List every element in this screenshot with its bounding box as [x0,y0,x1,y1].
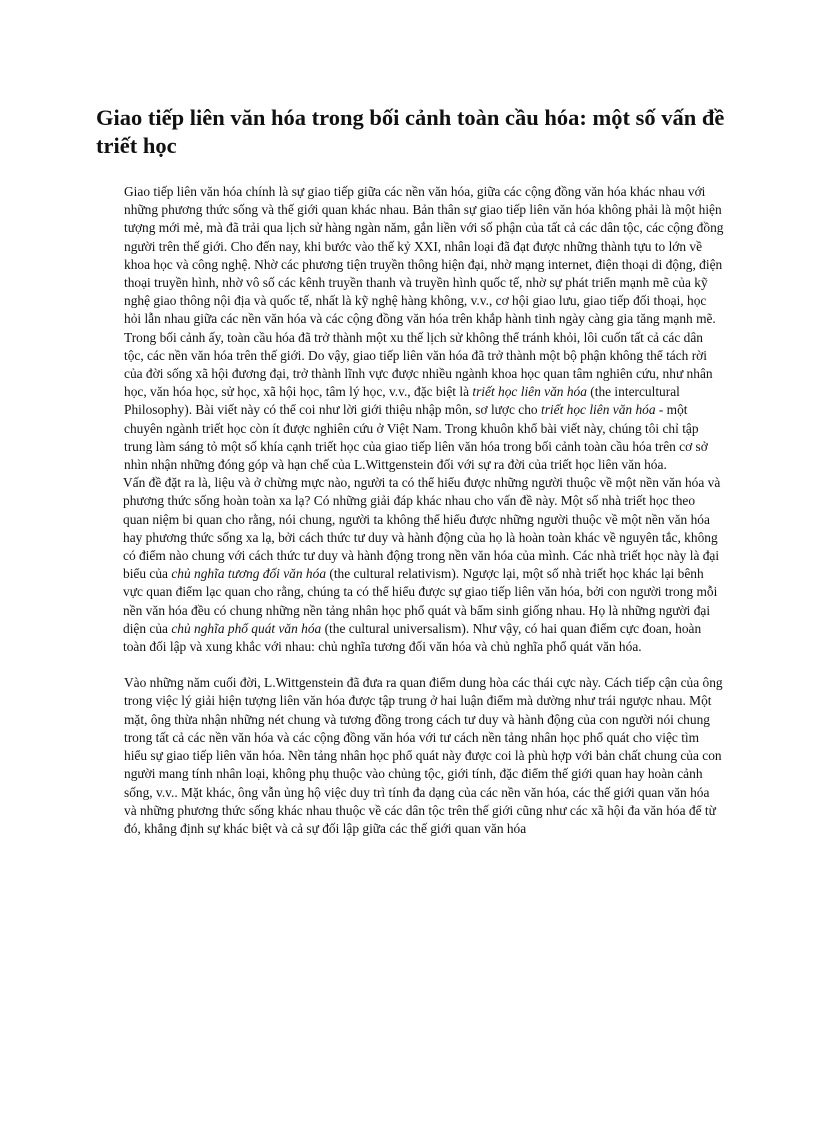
paragraph-2-emphasis-1: chủ nghĩa tương đối văn hóa [171,566,327,582]
paragraph-1-text-a: Giao tiếp liên văn hóa chính là sự giao tiếp giữa các nền văn hóa, giữa các cộng đồng văn hóa khác nhau với những phương thức sống và thế giới quan khác nhau. Bản thân sự giao tiếp liên văn hóa không phải là một hiện tượng mới mẻ, mà đã trải qua lịch sử hàng ngàn năm, gắn liền với số phận của tất cả các dân tộc, các cộng đồng người trên thế giới. Cho đến nay, khi bước vào thế kỷ XXI, nhân loại đã đạt được những thành tựu to lớn về khoa học và công nghệ. Nhờ các phương tiện truyền thông hiện đại, nhờ mạng internet, điện thoại di động, điện thoại truyền hình, nhờ vô số các kênh truyền thanh và truyền hình quốc tế, nhờ sự phát triển mạnh mẽ của kỹ nghệ giao thông nội địa và quốc tế, nhất là kỹ nghệ hàng không, v.v., cơ hội giao lưu, giao tiếp đối thoại, học hỏi lẫn nhau giữa các nền văn hóa và các cộng đồng văn hóa trên khắp hành tinh ngày càng gia tăng mạnh mẽ. Trong bối cảnh ấy, toàn cầu hóa đã trở thành một xu thế lịch sử không thể tránh khỏi, lôi cuốn tất cả các dân tộc, các nền văn hóa trên thế giới. Do vậy, giao tiếp liên văn hóa đã trở thành một bộ phận không thể tách rời của đời sống xã hội đương đại, trở thành lĩnh vực được nhiều ngành khoa học quan tâm nghiên cứu, như nhân học, văn hóa học, sử học, xã hội học, tâm lý học, v.v., đặc biệt là [124,184,724,400]
paragraph-1 [124,183,724,474]
paragraph-1-emphasis-1: triết học liên văn hóa [472,384,587,400]
paragraph-2 [123,474,724,656]
paragraph-2-emphasis-2: chủ nghĩa phổ quát văn hóa [171,620,322,636]
paragraph-2-text-c: (the cultural universalism). Như vậy, có hai quan điểm cực đoan, hoàn toàn đối lập và xung khắc với nhau: chủ nghĩa tương đối văn hóa và chủ nghĩa phổ quát văn hóa. [123,620,702,655]
paragraph-1-emphasis-2: triết học liên văn hóa [540,402,656,418]
paragraph-3: Vào những năm cuối đời, L.Wittgenstein đã đưa ra quan điểm dung hòa các thái cực này. Cách tiếp cận của ông trong việc lý giải hiện tượng liên văn hóa được tập trung ở hai luận điểm mà dường như trái ngược nhau. Một mặt, ông thừa nhận những nét chung và tương đồng trong cách tư duy và hành động của con người nói chung trong tất cả các nền văn hóa và các cộng đồng văn hóa với tư cách nền tảng nhân học phổ quát cho việc tìm hiểu sự giao tiếp liên văn hóa. Nền tảng nhân học phổ quát này được coi là phù hợp với bản chất chung của con người mang tính nhân loại, không phụ thuộc vào chủng tộc, giới tính, đặc điểm thế giới quan hay hoàn cảnh sống, v.v.. Mặt khác, ông vẫn ủng hộ việc duy trì tính đa dạng của các nền văn hóa, các thế giới quan văn hóa và những phương thức sống khác nhau thuộc về các dân tộc trên thế giới cũng như các xã hội đa văn hóa để từ đó, khẳng định sự khác biệt và cả sự đối lập giữa các thế giới quan văn hóa [124,675,723,836]
paragraph-2-text-b: (the cultural relativism). Ngược lại, một số nhà triết học khác lại bênh vực quan điểm lạc quan cho rằng, chúng ta có thể hiểu được sự giao tiếp liên văn hóa, bởi con người trong mỗi nền văn hóa đều có chung những nền tảng nhân học phổ quát và bẩm sinh giống nhau. Họ là những người đại diện của [123,566,718,636]
paragraph-1-text-c: - một chuyên ngành triết học còn ít được nghiên cứu ở Việt Nam. Trong khuôn khổ bài viết này, chúng tôi chỉ tập trung làm sáng tỏ một số khía cạnh triết học của giao tiếp liên văn hóa trong bối cảnh toàn cầu hóa trên cơ sở nhìn nhận những đóng góp và hạn chế của L.Wittgenstein đối với sự ra đời của triết học liên văn hóa. [124,402,708,473]
paragraph-2-text-a: Vấn đề đặt ra là, liệu và ở chừng mực nào, người ta có thể hiểu được những người thuộc về một nền văn hóa và phương thức sống hoàn toàn xa lạ? Có những giải đáp khác nhau cho vấn đề này. Một số nhà triết học theo quan niệm bi quan cho rằng, nói chung, người ta không thể hiểu được những người thuộc về một nền văn hóa hay phương thức sống xa lạ, bởi cách thức tư duy và hành động của họ là hoàn toàn khác về nguyên tắc, không có điểm nào chung với cách thức tư duy và hành động trong nền văn hóa của mình. Các nhà triết học này là đại biểu của [123,475,721,582]
document-title: Giao tiếp liên văn hóa trong bối cảnh toàn cầu hóa: một số vấn đề triết học [96,105,725,158]
paragraph-1-text-b: (the intercultural Philosophy). Bài viết này có thể coi như lời giới thiệu nhập môn, sơ lược cho [124,384,680,418]
document-body [124,183,724,838]
